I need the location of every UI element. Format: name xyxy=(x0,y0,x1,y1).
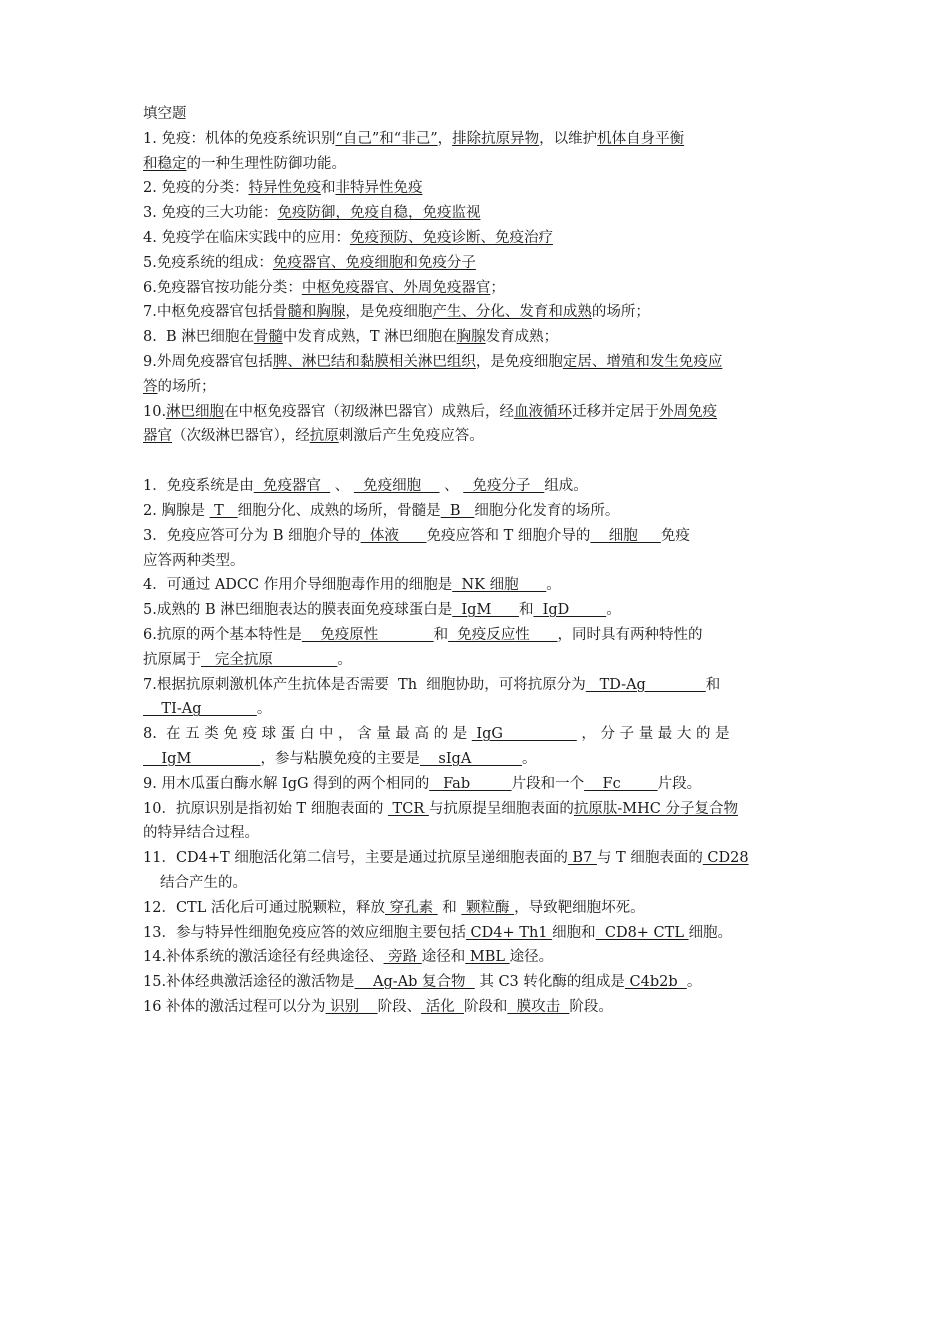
underlined-answer: NK 细胞 xyxy=(452,577,547,594)
text-line xyxy=(143,325,808,350)
underlined-answer: CD4+ Th1 xyxy=(465,924,553,941)
underlined-answer: 颗粒酶 xyxy=(461,899,515,916)
underlined-answer: 抗原肽-MHC 分子复合物 xyxy=(573,800,738,817)
underlined-answer: 淋巴细胞 xyxy=(166,403,225,420)
text-line xyxy=(143,549,808,574)
underlined-answer: 免疫防御，免疫自稳，免疫监视 xyxy=(277,205,481,222)
text-segment: 免疫 xyxy=(660,527,690,544)
underlined-answer: 特异性免疫 xyxy=(248,180,321,197)
text-line xyxy=(143,648,808,673)
text-segment: 。 xyxy=(256,701,272,718)
text-line xyxy=(143,945,808,970)
text-line xyxy=(143,772,808,797)
text-segment: 途径和 xyxy=(421,949,466,966)
text-line xyxy=(143,350,808,375)
text-line xyxy=(143,300,808,325)
text-line xyxy=(143,921,808,946)
document-body xyxy=(143,102,808,1020)
text-line xyxy=(143,499,808,524)
underlined-answer: B xyxy=(440,502,475,519)
text-line xyxy=(143,276,808,301)
underlined-answer: 免疫原性 xyxy=(301,626,434,643)
text-segment: ， 分 子 量 最 大 的 是 xyxy=(576,726,730,743)
underlined-answer: 免疫器官 xyxy=(253,478,331,495)
text-segment: ，是免疫细胞 xyxy=(345,304,433,321)
underlined-answer: 外周免疫 xyxy=(659,403,718,420)
text-segment: 9. 用木瓜蛋白酶水解 IgG 得到的两个相同的 xyxy=(143,775,430,792)
text-line xyxy=(143,524,808,549)
text-segment: 10. xyxy=(143,403,167,420)
underlined-answer: 体液 xyxy=(360,527,427,544)
text-segment: 阶段和 xyxy=(463,998,508,1015)
text-segment: 2. 免疫的分类： xyxy=(143,180,249,197)
text-line xyxy=(143,176,808,201)
text-segment: 和 xyxy=(518,602,534,619)
underlined-answer: 脾、淋巴结和黏膜相关淋巴组织 xyxy=(272,353,476,370)
underlined-answer: 定居、增殖和发生免疫应 xyxy=(562,353,723,370)
underlined-answer: IgM xyxy=(143,750,261,767)
underlined-answer: 产生、分化、发育和成熟 xyxy=(432,304,592,321)
text-segment: 在中枢免疫器官（初级淋巴器官）成熟后，经 xyxy=(224,403,515,420)
text-segment: 6.免疫器官按功能分类： xyxy=(143,279,302,296)
text-segment: 和 xyxy=(433,626,449,643)
underlined-answer: 和稳定 xyxy=(143,155,187,172)
text-segment: 的一种生理性防御功能。 xyxy=(186,155,346,172)
text-segment: 和 xyxy=(320,180,336,197)
text-line xyxy=(143,970,808,995)
text-segment: 9.外周免疫器官包括 xyxy=(143,353,273,370)
underlined-answer: 骨髓和胸腺 xyxy=(272,304,346,321)
text-segment: ， xyxy=(437,130,453,147)
text-line xyxy=(143,797,808,822)
section-gap xyxy=(143,449,808,474)
underlined-answer: T xyxy=(209,502,238,519)
text-segment: 、 xyxy=(330,478,354,495)
text-segment: 与 T 细胞表面的 xyxy=(596,850,703,867)
text-line xyxy=(143,226,808,251)
text-segment: 4. 免疫学在临床实践中的应用： xyxy=(143,229,350,246)
text-line xyxy=(143,896,808,921)
text-segment: 其 C3 转化酶的组成是 xyxy=(474,974,625,991)
text-segment: 。 xyxy=(337,651,352,668)
text-segment: 16 补体的激活过程可以分为 xyxy=(143,998,326,1015)
text-segment: 细胞分化发育的场所。 xyxy=(474,502,620,519)
text-segment: 、 xyxy=(439,478,464,495)
text-line xyxy=(143,400,808,425)
text-line xyxy=(143,821,808,846)
text-segment: 2. 胸腺是 xyxy=(143,502,210,519)
underlined-answer: 完全抗原 xyxy=(201,651,338,668)
text-segment: ，以维护 xyxy=(539,130,598,147)
text-segment: ，同时具有两种特性的 xyxy=(557,626,703,643)
text-segment: 中发育成熟，T 淋巴细胞在 xyxy=(282,329,457,346)
text-segment: 的特异结合过程。 xyxy=(143,825,259,842)
underlined-answer: TI-Ag xyxy=(143,701,257,718)
text-segment: 途径。 xyxy=(509,949,554,966)
text-segment: 6.抗原的两个基本特性是 xyxy=(143,626,302,643)
text-segment: 3．免疫应答可分为 B 细胞介导的 xyxy=(143,527,361,544)
text-segment: 11．CD4+T 细胞活化第二信号，主要是通过抗原呈递细胞表面的 xyxy=(143,850,568,867)
text-line xyxy=(143,995,808,1020)
text-segment: 10．抗原识别是指初始 T 细胞表面的 xyxy=(143,800,388,817)
underlined-answer: TCR xyxy=(387,800,429,817)
text-segment: 12．CTL 活化后可通过脱颗粒，释放 xyxy=(143,899,385,916)
underlined-answer: 免疫器官、免疫细胞和免疫分子 xyxy=(272,254,476,271)
text-segment: 1. 免疫：机体的免疫系统识别 xyxy=(143,130,336,147)
text-line xyxy=(143,127,808,152)
text-segment: 7.中枢免疫器官包括 xyxy=(143,304,273,321)
underlined-answer: MBL xyxy=(465,949,510,966)
text-segment: 细胞和 xyxy=(552,924,596,941)
text-segment: 的场所； xyxy=(591,304,650,321)
text-segment: ，导致靶细胞坏死。 xyxy=(514,899,645,916)
underlined-answer: 免疫反应性 xyxy=(448,626,558,643)
text-line xyxy=(143,375,808,400)
text-segment: ，是免疫细胞 xyxy=(475,353,563,370)
text-segment: 5.免疫系统的组成： xyxy=(143,254,273,271)
underlined-answer: 器官 xyxy=(143,428,172,445)
text-segment: 细胞分化、成熟的场所，骨髓是 xyxy=(237,502,441,519)
text-segment: 和 xyxy=(437,899,462,916)
text-segment: 的场所； xyxy=(157,378,216,395)
text-segment: 与抗原提呈细胞表面的 xyxy=(428,800,574,817)
underlined-answer: IgD xyxy=(533,602,607,619)
underlined-answer: 识别 xyxy=(325,998,378,1015)
text-line xyxy=(143,623,808,648)
underlined-answer: 旁路 xyxy=(383,949,422,966)
underlined-answer: sIgA xyxy=(419,750,522,767)
underlined-answer: 非特异性免疫 xyxy=(335,180,423,197)
underlined-answer: 答 xyxy=(143,378,158,395)
underlined-answer: 免疫分子 xyxy=(463,478,545,495)
text-segment: 3. 免疫的三大功能： xyxy=(143,205,278,222)
text-segment: 和 xyxy=(705,676,721,693)
text-segment: 应答两种类型。 xyxy=(143,552,245,569)
underlined-answer: 免疫细胞 xyxy=(353,478,440,495)
underlined-answer: IgG xyxy=(471,726,577,743)
text-segment: 结合产生的。 xyxy=(160,874,247,891)
underlined-answer: C4b2b xyxy=(624,974,687,991)
text-segment: 免疫应答和 T 细胞介导的 xyxy=(426,527,591,544)
text-segment: 细胞。 xyxy=(688,924,733,941)
underlined-answer: 抗原 xyxy=(309,428,339,445)
text-segment: ； xyxy=(490,279,505,296)
text-segment: 。 xyxy=(606,602,621,619)
text-line xyxy=(143,152,808,177)
text-segment: 15.补体经典激活途径的激活物是 xyxy=(143,974,355,991)
text-segment: 片段。 xyxy=(657,775,702,792)
text-segment: 1．免疫系统是由 xyxy=(143,478,254,495)
text-segment: （次级淋巴器官），经 xyxy=(172,428,310,445)
text-segment: 。 xyxy=(686,974,702,991)
underlined-answer: 活化 xyxy=(421,998,464,1015)
underlined-answer: CD8+ CTL xyxy=(595,924,689,941)
underlined-answer: Fc xyxy=(584,775,658,792)
text-segment: 抗原属于 xyxy=(143,651,201,668)
underlined-answer: TD-Ag xyxy=(585,676,706,693)
text-segment: 7.根据抗原刺激机体产生抗体是否需要 Th 细胞协助，可将抗原分为 xyxy=(143,676,586,693)
text-line xyxy=(143,747,808,772)
text-segment: 组成。 xyxy=(544,478,588,495)
underlined-answer: 排除抗原异物 xyxy=(452,130,540,147)
text-line xyxy=(143,424,808,449)
underlined-answer: B7 xyxy=(567,850,597,867)
text-segment: 8. B 淋巴细胞在 xyxy=(143,329,254,346)
underlined-answer: 胸腺 xyxy=(456,329,486,346)
text-segment: 阶段。 xyxy=(569,998,613,1015)
underlined-answer: 免疫预防、免疫诊断、免疫治疗 xyxy=(349,229,553,246)
underlined-answer: 细胞 xyxy=(590,527,661,544)
text-segment: 14.补体系统的激活途径有经典途径、 xyxy=(143,949,384,966)
text-segment: 迁移并定居于 xyxy=(572,403,660,420)
text-line xyxy=(143,871,808,896)
text-line xyxy=(143,573,808,598)
underlined-answer: “自己”和“非己” xyxy=(335,130,438,147)
underlined-answer: 机体自身平衡 xyxy=(597,130,685,147)
section-title: 填空题 xyxy=(143,106,187,122)
underlined-answer: 膜攻击 xyxy=(507,998,570,1015)
text-line xyxy=(143,598,808,623)
text-segment: 。 xyxy=(546,577,561,594)
underlined-answer: CD28 xyxy=(702,850,749,867)
text-segment: 4．可通过 ADCC 作用介导细胞毒作用的细胞是 xyxy=(143,577,453,594)
text-segment: 发育成熟； xyxy=(485,329,559,346)
underlined-answer: 中枢免疫器官、外周免疫器官 xyxy=(301,279,491,296)
text-segment: 5.成熟的 B 淋巴细胞表达的膜表面免疫球蛋白是 xyxy=(143,602,453,619)
text-segment: 。 xyxy=(522,750,537,767)
underlined-answer: 骨髓 xyxy=(253,329,283,346)
text-segment: 刺激后产生免疫应答。 xyxy=(338,428,484,445)
text-segment: 阶段、 xyxy=(377,998,422,1015)
text-segment: 13．参与特异性细胞免疫应答的效应细胞主要包括 xyxy=(143,924,466,941)
underlined-answer: Fab xyxy=(429,775,512,792)
text-line xyxy=(143,722,808,747)
text-line xyxy=(143,251,808,276)
text-line xyxy=(143,474,808,499)
text-segment: ，参与粘膜免疫的主要是 xyxy=(260,750,420,767)
text-line xyxy=(143,846,808,871)
underlined-answer: IgM xyxy=(452,602,519,619)
underlined-answer: 血液循环 xyxy=(514,403,573,420)
text-line xyxy=(143,697,808,722)
underlined-answer: 穿孔素 xyxy=(384,899,438,916)
underlined-answer: Ag-Ab 复合物 xyxy=(354,974,475,991)
text-segment: 片段和一个 xyxy=(511,775,585,792)
text-segment: 8. 在 五 类 免 疫 球 蛋 白 中 ， 含 量 最 高 的 是 xyxy=(143,726,472,743)
text-line xyxy=(143,673,808,698)
text-line xyxy=(143,201,808,226)
